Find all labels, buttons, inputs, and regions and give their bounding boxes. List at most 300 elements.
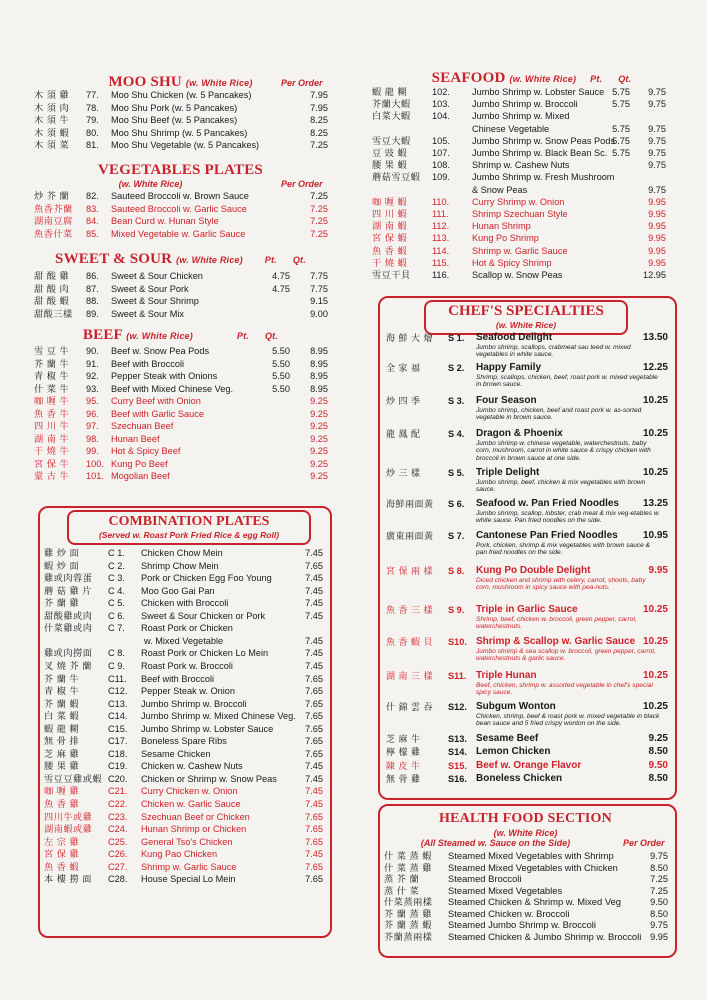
moo-shu-col-head: Per Order	[281, 78, 323, 88]
item-name: Kung Po Beef	[111, 458, 168, 469]
item-number: S 2.	[448, 363, 465, 373]
chinese-name: 炒 四 季	[386, 396, 421, 406]
seafood-item	[368, 232, 675, 244]
chinese-name: 檸 檬 雞	[386, 747, 421, 757]
item-description: Jumbo shrimp, scallops, crabmeat sau teed w. mixed vegetables in white sauce.	[476, 344, 631, 359]
chinese-name: 干 燒 牛	[34, 446, 70, 456]
item-name: Beef with Mixed Chinese Veg.	[111, 383, 234, 394]
item-name: Sweet & Sour Chicken or Pork	[141, 610, 266, 621]
health-col-head: Per Order	[623, 838, 665, 848]
health-note: (w. White Rice)	[493, 828, 558, 838]
item-number: C26.	[108, 849, 128, 860]
item-price: 8.50	[650, 908, 668, 919]
item-number: S10.	[448, 637, 467, 647]
quart-price: 12.95	[643, 270, 666, 280]
menu-item	[28, 283, 333, 295]
item-number: C 4.	[108, 585, 125, 596]
chinese-name: 湖 南 三 樣	[386, 671, 434, 681]
health-item	[378, 896, 673, 908]
chinese-name: 雞或肉蓉蛋	[44, 573, 93, 584]
item-name: Sweet & Sour Shrimp	[111, 296, 199, 306]
item-price: 7.45	[305, 786, 323, 797]
chinese-name: 本 樓 撈 面	[44, 874, 92, 885]
chinese-name: 宮 保 牛	[34, 458, 70, 469]
combo-item	[28, 873, 333, 885]
combo-item	[28, 710, 333, 722]
health-item	[378, 908, 673, 920]
item-name: Sauteed Broccoli w. Garlic Sauce	[111, 203, 247, 214]
item-name: Pepper Steak w. Onion	[141, 686, 235, 697]
item-name: Beef with Broccoli	[111, 358, 185, 369]
seafood-item	[368, 147, 675, 159]
menu-item	[28, 383, 333, 395]
chinese-name: 龍 鳳 配	[386, 429, 421, 439]
chinese-name: 雞或肉撈面	[44, 648, 93, 659]
item-price: 7.65	[305, 560, 323, 571]
veg-note: (w. White Rice)	[118, 179, 183, 189]
item-name: Roast Pork or Chicken	[141, 623, 233, 634]
sweet-sour-title: SWEET & SOUR (w. White Rice) Pt. Qt.	[55, 251, 306, 267]
seafood-item	[368, 98, 675, 110]
chinese-name: 湖 南 牛	[34, 433, 70, 444]
menu-item	[28, 228, 333, 240]
item-name: Steamed Mixed Vegetables with Shrimp	[448, 850, 614, 861]
item-price: 10.25	[642, 428, 668, 439]
seafood-item	[368, 110, 675, 122]
quart-price: 9.75	[648, 87, 666, 97]
chinese-name: 芥蘭蒸兩樣	[384, 931, 433, 942]
item-number: C11.	[108, 673, 127, 684]
item-name: Pork or Chicken Egg Foo Young	[141, 573, 272, 584]
seafood-item	[368, 159, 675, 171]
item-number: S14.	[448, 747, 467, 757]
item-name: Hot & Spicy Beef	[111, 446, 181, 456]
combo-item	[28, 748, 333, 760]
item-number: 82.	[86, 191, 99, 201]
pint-price: 5.75	[612, 123, 630, 134]
item-number: 98.	[86, 433, 99, 444]
item-description: Chicken, shrimp, beef & roast pork w. mixed vegetable in black bean sauce and 5 fried crispy wonton on the side.	[476, 713, 660, 728]
chinese-name: 木 須 雞	[34, 90, 70, 100]
chef-title: CHEF'S SPECIALTIES	[448, 303, 604, 319]
item-number: C22.	[108, 799, 128, 809]
chinese-name: 木 須 菜	[34, 140, 70, 150]
combo-item	[28, 610, 333, 622]
item-number: S 6.	[448, 499, 465, 509]
combo-item	[28, 735, 333, 747]
chinese-name: 宮 保 雞	[44, 849, 80, 860]
quart-price: 9.95	[648, 257, 666, 268]
chinese-name: 甜 酸 雞	[34, 271, 70, 281]
item-number: S 1.	[448, 333, 465, 343]
item-price: 7.45	[305, 799, 323, 809]
chinese-name: 雪 豆 牛	[34, 346, 70, 356]
item-name: Moo Shu Shrimp (w. 5 Pancakes)	[111, 127, 248, 138]
item-name: Shrimp & Scallop w. Garlic Sauce	[476, 636, 636, 647]
chinese-name: 甜酸三樣	[34, 308, 73, 319]
health-item	[378, 850, 673, 862]
menu-item	[28, 127, 333, 139]
item-name: Mixed Vegetable w. Garlic Sauce	[111, 228, 246, 239]
item-name: Triple Hunan	[476, 670, 537, 681]
pint-price: 5.75	[612, 87, 630, 97]
item-price: 9.50	[650, 897, 668, 907]
menu-item	[28, 89, 333, 101]
chinese-name: 腰 果 雞	[44, 761, 80, 772]
item-name: Sweet & Sour Pork	[111, 283, 189, 294]
item-number: C19.	[108, 761, 128, 772]
pint-price: 5.75	[612, 99, 630, 110]
seafood-item	[368, 269, 675, 281]
combo-item	[28, 760, 333, 772]
item-name: Shrimp Szechuan Style	[472, 209, 568, 219]
item-price: 7.65	[305, 836, 323, 847]
item-price: 7.45	[305, 610, 323, 621]
item-name: Hunan Shrimp	[472, 221, 531, 232]
item-name: Moo Shu Chicken (w. 5 Pancakes)	[111, 90, 252, 100]
chinese-name: 芥蘭大蝦	[372, 99, 411, 110]
item-name: Subgum Wonton	[476, 701, 556, 712]
item-number: C 3.	[108, 573, 125, 584]
combo-item	[28, 773, 333, 785]
item-number: 86.	[86, 271, 99, 281]
chinese-name: 木 須 蝦	[34, 127, 70, 138]
seafood-item	[368, 86, 675, 98]
item-name: Sauteed Broccoli w. Brown Sauce	[111, 191, 249, 201]
item-name: Jumbo Shrimp w. Lobster Sauce	[472, 87, 605, 97]
veg-col-head: Per Order	[281, 179, 323, 189]
quart-price: 9.25	[310, 458, 328, 469]
chinese-name: 雪豆干貝	[372, 270, 411, 280]
item-number: C28.	[108, 874, 128, 885]
combo-item	[28, 622, 333, 634]
item-name: Jumbo Shrimp w. Snow Peas Pods	[472, 135, 615, 146]
item-price: 8.25	[310, 115, 328, 125]
chinese-name: 豆 豉 蝦	[372, 148, 408, 158]
chinese-name: 魚 香 蝦	[44, 861, 80, 872]
item-number: 96.	[86, 408, 99, 419]
chinese-name: 腰 果 蝦	[372, 160, 408, 171]
combo-item	[28, 785, 333, 797]
item-price: 7.25	[310, 228, 328, 239]
item-price: 7.25	[650, 874, 668, 884]
item-price: 8.50	[648, 773, 668, 784]
quart-price: 9.75	[648, 99, 666, 110]
item-name: Hunan Shrimp or Chicken	[141, 824, 247, 835]
item-name: Triple Delight	[476, 467, 540, 478]
chinese-name: 叉 燒 芥 蘭	[44, 660, 92, 671]
item-name: Shrimp w. Garlic Sauce	[472, 245, 568, 256]
item-number: 81.	[86, 140, 99, 150]
item-price: 7.45	[305, 761, 323, 772]
item-name: Pepper Steak with Onions	[111, 371, 218, 381]
item-name: Cantonese Pan Fried Noodles	[476, 530, 618, 541]
chef-header	[424, 300, 628, 335]
item-number: 77.	[86, 90, 99, 100]
item-name: Steamed Broccoli	[448, 873, 522, 884]
item-name: w. Mixed Vegetable	[144, 635, 224, 646]
chinese-name: 魚香什菜	[34, 228, 73, 239]
item-price: 7.25	[310, 191, 328, 201]
combo-item	[28, 798, 333, 810]
item-description: Jumbo shrimp, chicken, beef and roast pork w. as-sorted vegetable in brown sauce.	[476, 407, 642, 422]
item-name: Seafood w. Pan Fried Noodles	[476, 498, 619, 509]
menu-item	[28, 114, 333, 126]
chinese-name: 什 菜 蒸 蝦	[384, 851, 432, 861]
item-price: 7.65	[305, 824, 323, 835]
item-number: S 7.	[448, 531, 465, 541]
menu-item	[28, 370, 333, 382]
chinese-name: 白 菜 蝦	[44, 711, 80, 722]
chinese-name: 芝 麻 雞	[44, 748, 80, 759]
item-name: Four Season	[476, 395, 537, 406]
item-name: Hot & Spicy Shrimp	[472, 257, 552, 268]
seafood-item	[368, 220, 675, 232]
item-number: S16.	[448, 774, 467, 784]
combo-item	[28, 673, 333, 685]
chinese-name: 蒸 芥 蘭	[384, 874, 420, 884]
item-number: 95.	[86, 396, 99, 406]
item-name: Roast Pork w. Broccoli	[141, 660, 233, 671]
menu-item	[28, 270, 333, 282]
health-item	[378, 862, 673, 874]
item-name: Jumbo Shrimp w. Mixed	[472, 111, 570, 122]
chinese-name: 芥 蘭 牛	[44, 673, 80, 684]
chinese-name: 什菜蒸兩樣	[384, 897, 433, 907]
item-name: Scallop w. Snow Peas	[472, 270, 563, 280]
item-description: Jumbo shrimp w. chinese vegetable, waterchestnuts, baby corn, mushroom, carrot in white sauce & crispy chicken with broccoli in brown sauce at one side.	[476, 440, 651, 462]
quart-price: 9.25	[310, 396, 328, 406]
item-number: C 6.	[108, 610, 125, 621]
item-name: Moo Shu Beef (w. 5 Pancakes)	[111, 115, 238, 125]
item-price: 7.45	[305, 573, 323, 584]
item-name: Chicken w. Garlic Sauce	[141, 799, 241, 809]
health-item	[378, 885, 673, 897]
item-price: 7.65	[305, 748, 323, 759]
chinese-name: 白菜大蝦	[372, 111, 411, 122]
item-number: S 5.	[448, 468, 465, 478]
item-name: Chinese Vegetable	[472, 123, 550, 134]
combo-item	[28, 585, 333, 597]
quart-price: 9.95	[648, 209, 666, 219]
chinese-name: 雪豆豆雞或蝦	[44, 773, 103, 784]
item-name: Seafood Delight	[476, 332, 553, 343]
item-name: Chicken w. Cashew Nuts	[141, 761, 243, 772]
item-number: C17.	[108, 736, 128, 747]
item-number: 116.	[432, 270, 450, 280]
chinese-name: 雞 炒 面	[44, 548, 80, 558]
item-name: Boneless Chicken	[476, 773, 563, 784]
item-price: 7.65	[305, 861, 323, 872]
item-price: 10.25	[642, 670, 668, 681]
seafood-item	[368, 245, 675, 257]
item-number: 99.	[86, 446, 99, 456]
item-name: Szechuan Beef or Chicken	[141, 811, 250, 822]
chinese-name: 芥 蘭 雞	[44, 598, 80, 609]
item-price: 7.45	[305, 773, 323, 784]
item-number: 110.	[432, 196, 450, 207]
chinese-name: 海鮮兩面黃	[386, 499, 434, 509]
menu-item	[28, 190, 333, 202]
chinese-name: 湖 南 蝦	[372, 221, 408, 232]
seafood-item	[368, 171, 675, 183]
item-price: 7.25	[310, 140, 328, 150]
item-price: 10.25	[642, 701, 668, 712]
quart-price: 9.25	[310, 433, 328, 444]
item-name: Dragon & Phoenix	[476, 428, 563, 439]
item-price: 7.65	[305, 723, 323, 734]
chinese-name: 芥 蘭 蒸 雞	[384, 908, 432, 919]
menu-item	[28, 420, 333, 432]
item-description: Jumbo shrimp & sea scallop w. broccoli, green pepper, carrot, waterchestnuts & garlic sauce.	[476, 648, 656, 663]
combo-item	[28, 572, 333, 584]
item-name: Jumbo Shrimp w. Mixed Chinese Veg.	[141, 711, 296, 722]
combo-item	[28, 836, 333, 848]
health-item	[378, 931, 673, 943]
item-price: 8.25	[310, 127, 328, 138]
quart-price: 7.75	[310, 271, 328, 281]
item-number: 91.	[86, 358, 99, 369]
item-description: Pork, chicken, shrimp & mix vegetables with brown sauce & pan fried noodles on the side.	[476, 542, 651, 557]
item-number: 87.	[86, 283, 99, 294]
item-price: 7.65	[305, 736, 323, 747]
item-number: 102.	[432, 87, 450, 97]
item-number: 93.	[86, 383, 99, 394]
health-item	[378, 873, 673, 885]
item-name: Moo Shu Vegetable (w. 5 Pancakes)	[111, 140, 260, 150]
quart-price: 9.15	[310, 296, 328, 306]
item-name: Triple in Garlic Sauce	[476, 604, 578, 615]
quart-price: 9.25	[310, 446, 328, 456]
quart-price: 9.75	[648, 184, 666, 195]
chinese-name: 左 宗 雞	[44, 836, 80, 847]
health-title: HEALTH FOOD SECTION	[439, 811, 612, 826]
item-number: S12.	[448, 702, 467, 712]
menu-item	[28, 458, 333, 470]
quart-price: 9.95	[648, 233, 666, 244]
chinese-name: 蘑菇雪豆蝦	[372, 172, 421, 183]
item-name: Jumbo Shrimp w. Broccoli	[472, 99, 578, 110]
chinese-name: 青 椒 牛	[34, 371, 70, 381]
quart-price: 9.95	[648, 196, 666, 207]
chinese-name: 蝦 龍 糊	[372, 87, 408, 97]
item-name: Happy Family	[476, 362, 542, 373]
quart-price: 9.75	[648, 123, 666, 134]
item-price: 7.95	[310, 90, 328, 100]
item-price: 9.75	[650, 851, 668, 861]
chinese-name: 蝦 炒 面	[44, 560, 80, 571]
item-name: Boneless Spare Ribs	[141, 736, 227, 747]
item-description: Shrimp, scallops, chicken, beef, roast pork w. mixed vegetable in brown sauce.	[476, 374, 658, 389]
item-name: Jumbo Shrimp w. Lobster Sauce	[141, 723, 274, 734]
chinese-name: 咖 喱 蝦	[372, 196, 408, 207]
item-number: C15.	[108, 723, 128, 734]
item-price: 9.50	[648, 760, 668, 771]
combo-item	[28, 597, 333, 609]
menu-item	[28, 433, 333, 445]
veg-title: VEGETABLES PLATES	[98, 162, 263, 178]
item-number: C 1.	[108, 548, 125, 558]
item-price: 13.25	[642, 498, 668, 509]
combination-note: (Served w. Roast Pork Fried Rice & egg Roll)	[98, 530, 280, 540]
pint-price: 5.75	[612, 135, 630, 146]
chinese-name: 宮 保 蝦	[372, 233, 408, 244]
item-number: 115.	[432, 257, 450, 268]
item-number: C24.	[108, 824, 128, 835]
menu-item	[28, 308, 333, 320]
item-name: Sweet & Sour Chicken	[111, 271, 203, 281]
chinese-name: 全 家 福	[386, 363, 421, 373]
chinese-name: 魚 香 牛	[34, 408, 70, 419]
combo-item	[28, 811, 333, 823]
combo-item	[28, 723, 333, 735]
quart-price: 8.95	[310, 371, 328, 381]
item-number: 111.	[432, 209, 449, 219]
chinese-name: 蒙 古 牛	[34, 471, 70, 481]
item-number: 100.	[86, 458, 104, 469]
combination-header	[67, 510, 311, 545]
chinese-name: 無 骨 排	[44, 736, 80, 747]
chinese-name: 蒸 什 菜	[384, 885, 420, 896]
item-price: 7.25	[310, 216, 328, 226]
item-name: Beef with Garlic Sauce	[111, 408, 204, 419]
seafood-item	[368, 184, 675, 196]
item-name: Sesame Chicken	[141, 748, 211, 759]
item-number: 83.	[86, 203, 99, 214]
item-name: & Snow Peas	[472, 184, 528, 195]
chinese-name: 咖 喱 雞	[44, 786, 80, 797]
item-price: 7.65	[305, 698, 323, 709]
health-note-2: (All Steamed w. Sauce on the Side)	[420, 838, 571, 848]
moo-shu-title: MOO SHU (w. White Rice)	[108, 74, 253, 90]
menu-item	[28, 215, 333, 227]
item-name: Jumbo Shrimp w. Fresh Mushroom	[472, 172, 615, 183]
item-number: 113.	[432, 233, 450, 244]
chinese-name: 甜 酸 蝦	[34, 296, 70, 306]
quart-price: 9.75	[648, 148, 666, 158]
item-price: 7.65	[305, 686, 323, 697]
item-name: General Tso's Chicken	[141, 836, 233, 847]
item-number: C27.	[108, 861, 128, 872]
item-price: 13.50	[642, 332, 668, 343]
combo-item	[28, 635, 333, 647]
item-number: C 9.	[108, 660, 125, 671]
chinese-name: 蘑 菇 雞 片	[44, 585, 92, 596]
quart-price: 9.00	[310, 308, 328, 319]
chinese-name: 什 錦 雲 吞	[386, 702, 434, 712]
pint-price: 5.50	[272, 358, 290, 369]
quart-price: 8.95	[310, 346, 328, 356]
seafood-item	[368, 208, 675, 220]
quart-price: 9.75	[648, 135, 666, 146]
item-price: 7.45	[305, 660, 323, 671]
item-name: Hunan Beef	[111, 433, 160, 444]
item-price: 8.50	[650, 862, 668, 873]
item-name: House Special Lo Mein	[141, 874, 236, 885]
chinese-name: 魚 香 蝦	[372, 245, 408, 256]
menu-item	[28, 345, 333, 357]
item-price: 7.45	[305, 548, 323, 558]
item-price: 7.45	[305, 849, 323, 860]
item-price: 10.25	[642, 636, 668, 647]
item-number: 109.	[432, 172, 450, 183]
item-number: 108.	[432, 160, 450, 171]
health-item	[378, 919, 673, 931]
item-price: 10.25	[642, 467, 668, 478]
quart-price: 7.75	[310, 283, 328, 294]
item-name: Jumbo Shrimp w. Black Bean Sc.	[472, 148, 608, 158]
item-number: S15.	[448, 761, 467, 771]
